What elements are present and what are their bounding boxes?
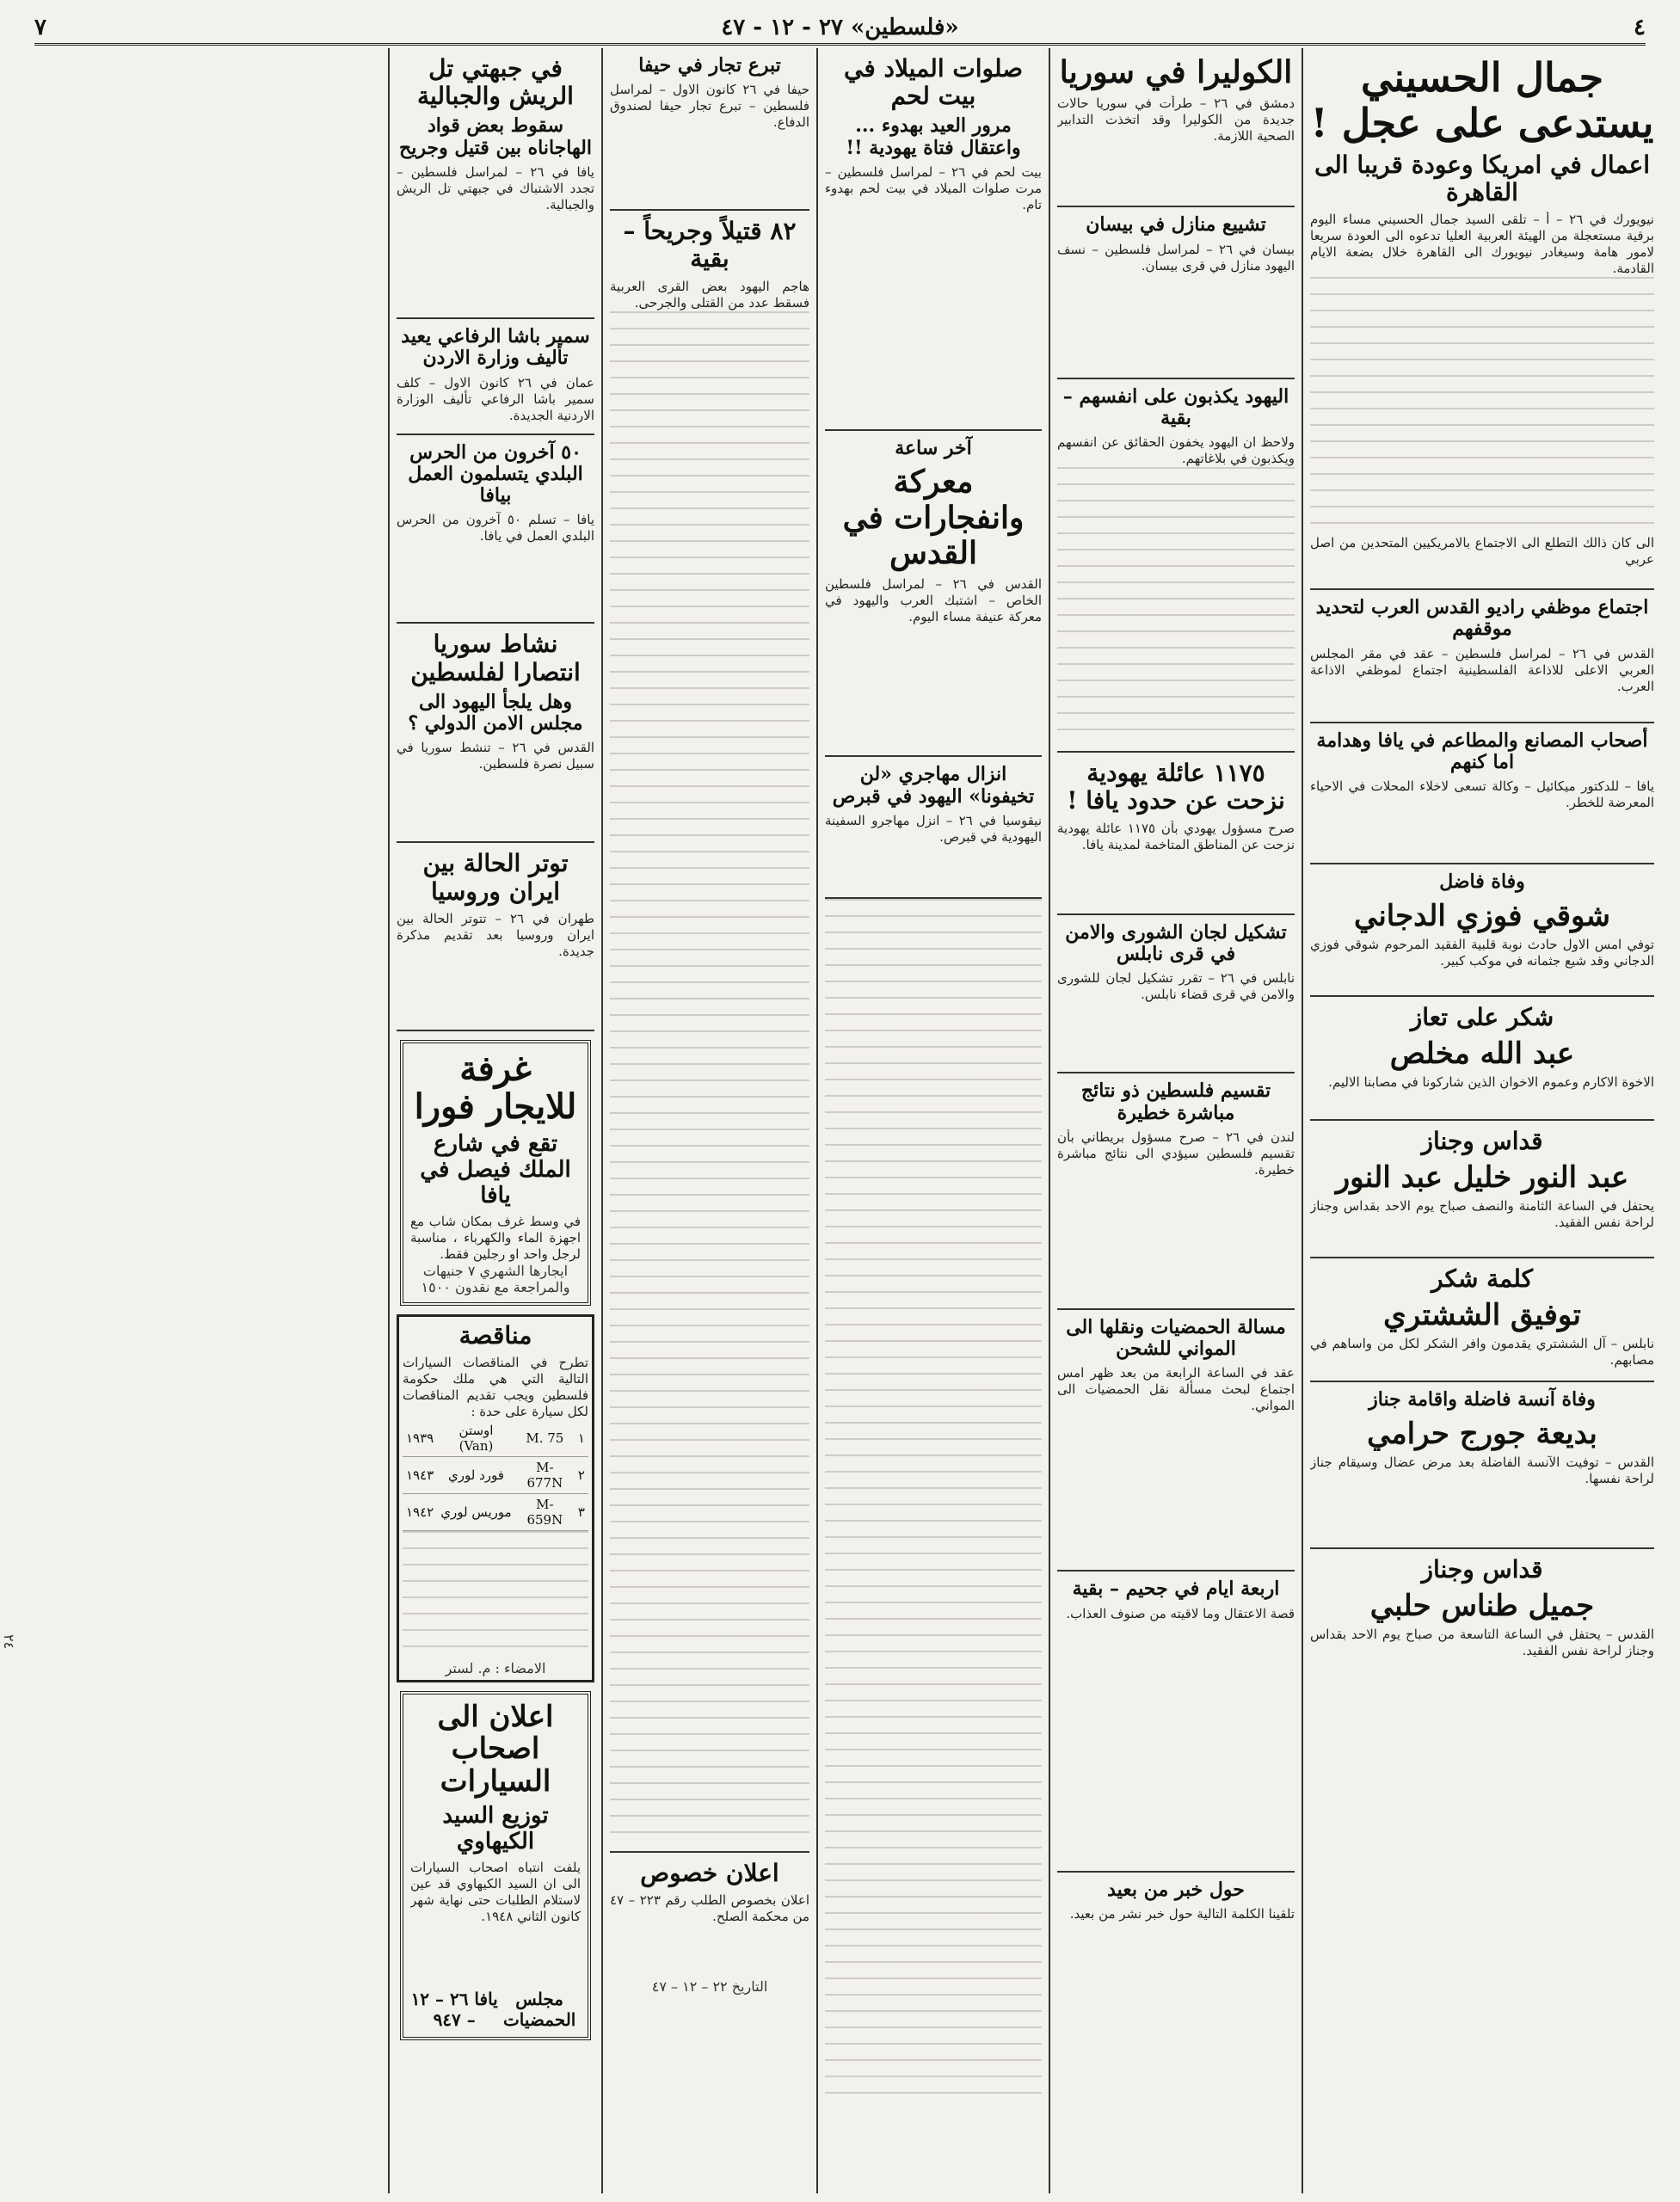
tender-cell: فورد لوري bbox=[437, 1456, 515, 1493]
headline: ٥٠ آخرون من الحرس البلدي يتسلمون العمل بيافا bbox=[408, 440, 583, 507]
notice-name: شوقي فوزي الدجاني bbox=[1354, 898, 1610, 933]
ad-subtitle: تقع في شارع الملك فيصل في يافا bbox=[420, 1130, 571, 1209]
headline: ١١٧٥ عائلة يهودية نزحت عن حدود يافا ! bbox=[1067, 759, 1285, 815]
column-1 bbox=[1302, 48, 1661, 2193]
article-four-days[interactable] bbox=[1057, 1572, 1295, 1872]
tender-title: مناقصة bbox=[458, 1320, 532, 1350]
headline: حول خبر من بعيد bbox=[1107, 1878, 1245, 1901]
article-body bbox=[610, 279, 809, 1844]
article-christmas[interactable] bbox=[825, 48, 1042, 431]
article-body: لندن في ٢٦ – صرح مسؤول بريطاني بأن تقسيم فلسطين سيؤدي الى نتائج مباشرة خطيرة. bbox=[1057, 1129, 1295, 1178]
body-text: ولاحظ ان اليهود يخفون الحقائق عن انفسهم ويكذبون في بلاغاتهم. bbox=[1057, 434, 1295, 467]
column-continuation bbox=[825, 899, 1042, 2103]
headline: سمير باشا الرفاعي يعيد تأليف وزارة الاردن bbox=[401, 324, 590, 370]
notice-title: قداس وجناز bbox=[1421, 1126, 1543, 1155]
ad-rent: ايجارها الشهري ٧ جنيهات والمراجعة مع نقدون ١٥٠٠ bbox=[421, 1262, 570, 1295]
article-rifai[interactable] bbox=[397, 319, 594, 435]
tender-extra-lines bbox=[403, 1531, 588, 1660]
article-body: يافا – للدكتور ميكائيل – وكالة تسعى لاخلاء المحلات في الاحياء المعرضة للخطر. bbox=[1310, 778, 1654, 811]
body-text: نيويورك في ٢٦ – أ – تلقى السيد جمال الحسيني مساء اليوم برقية مستعجلة من الهيئة العربية العليا تدعوه الى العودة سريعا لامور هامة وسيغادر نيويورك الى القاهرة خلال بضعة الايام القادمة. bbox=[1310, 212, 1654, 277]
latest-label: آخر ساعة bbox=[895, 436, 972, 459]
article-jerusalem-battle[interactable] bbox=[825, 431, 1042, 757]
article-body: يافا – تسلم ٥٠ آخرون من الحرس البلدي العمل في يافا. bbox=[397, 512, 594, 544]
article-body: دمشق في ٢٦ – طرأت في سوريا حالات جديدة من الكوليرا وقد اتخذت التدابير الصحية اللازمة. bbox=[1057, 95, 1295, 145]
notice-title: وفاة آنسة فاضلة واقامة جناز bbox=[1369, 1388, 1596, 1412]
notice-title: قداس وجناز bbox=[1421, 1554, 1543, 1584]
article-far-news[interactable] bbox=[1057, 1873, 1295, 2033]
masthead bbox=[34, 12, 1646, 46]
headline: الكوليرا في سوريا bbox=[1059, 54, 1293, 90]
ad-special[interactable] bbox=[610, 1853, 809, 2002]
article-killed-wounded[interactable] bbox=[610, 211, 809, 1852]
ad-car-owners[interactable] bbox=[400, 1691, 591, 2040]
notice-body: نابلس – آل الششتري يقدمون وافر الشكر لكل من واساهم في مصابهم. bbox=[1310, 1336, 1654, 1369]
article-cholera[interactable] bbox=[1057, 48, 1295, 207]
article-body: بيت لحم في ٢٦ – لمراسل فلسطين – مرت صلوات الميلاد في بيت لحم بهدوء تام. bbox=[825, 163, 1042, 212]
subheadline: اعمال في امريكا وعودة قريبا الى القاهرة bbox=[1314, 150, 1651, 206]
notice-body: يحتفل في الساعة الثامنة والنصف صباح يوم الاحد بقداس وجناز لراحة نفس الفقيد. bbox=[1310, 1198, 1654, 1231]
article-jews-lying[interactable] bbox=[1057, 379, 1295, 753]
headline: ٨٢ قتيلاً وجريحاً – بقية bbox=[623, 217, 797, 274]
subheadline: وهل يلجأ اليهود الى مجلس الامن الدولي ؟ bbox=[408, 690, 583, 735]
article-body: القدس في ٢٦ – لمراسل فلسطين – عقد في مقر المجلس العربي الاعلى للاذاعة الفلسطينية اجتماع لموظفي الاذاعة العرب. bbox=[1310, 645, 1654, 694]
article-haifa-donation[interactable] bbox=[610, 48, 809, 211]
tender-cell: M-659N bbox=[515, 1493, 575, 1530]
ad-sign: مجلس الحمضيات bbox=[502, 1989, 576, 2031]
ad-title: غرفة للايجار فورا bbox=[414, 1048, 577, 1127]
date-line: «فلسطين» ٢٧ - ١٢ - ٤٧ bbox=[721, 15, 959, 40]
tender-sign: الامضاء : م. لستر bbox=[445, 1659, 546, 1676]
article-beisan[interactable] bbox=[1057, 207, 1295, 378]
tender-cell: ١٩٤٣ bbox=[403, 1456, 437, 1493]
tender-cell: موريس لوري bbox=[437, 1493, 515, 1530]
text-lines bbox=[1057, 467, 1295, 742]
ad-date: يافا ٢٦ – ١٢ – ٩٤٧ bbox=[410, 1989, 498, 2031]
notice-name: جميل طناس حلبي bbox=[1369, 1588, 1595, 1623]
column-3 bbox=[816, 48, 1049, 2193]
text-lines bbox=[610, 311, 809, 1842]
notice-body: القدس – توفيت الآنسة الفاضلة بعد مرض عضال وسيقام جناز لراحة نفسها. bbox=[1310, 1454, 1654, 1486]
notice-mass-2[interactable] bbox=[1310, 1549, 1654, 1694]
article-body: يافا في ٢٦ – لمراسل فلسطين – تجدد الاشتباك في جبهتي تل الريش والجبالية. bbox=[397, 163, 594, 212]
notice-name: توفيق الششتري bbox=[1383, 1298, 1581, 1333]
text-lines bbox=[1310, 277, 1654, 535]
article-body bbox=[1310, 212, 1654, 581]
page-number-left: ٧ bbox=[34, 15, 46, 40]
tender-row bbox=[403, 1456, 588, 1493]
headline: أصحاب المصانع والمطاعم في يافا وهدامة اما كنهم bbox=[1316, 729, 1648, 774]
headline: تشكيل لجان الشورى والامن في قرى نابلس bbox=[1065, 920, 1287, 965]
headline: تقسيم فلسطين ذو نتائج مباشرة خطيرة bbox=[1080, 1079, 1271, 1124]
article-syria[interactable] bbox=[397, 624, 594, 843]
closing-text: الى كان ذالك التطلع الى الاجتماع بالامريكيين المتحدين من اصل عربي bbox=[1310, 535, 1654, 568]
notice-death-2[interactable] bbox=[1310, 1382, 1654, 1548]
ad-subtitle: توزيع السيد الكيهاوي bbox=[442, 1803, 549, 1855]
ad-title: اعلان خصوص bbox=[640, 1858, 779, 1887]
tender-cell: M. 75 bbox=[515, 1420, 575, 1457]
article-body: القدس في ٢٦ – لمراسل فلسطين الخاص – اشتبك العرب واليهود في معركة عنيفة مساء اليوم. bbox=[825, 576, 1042, 625]
tender-table bbox=[403, 1420, 588, 1531]
notice-name: عبد الله مخلص bbox=[1389, 1036, 1575, 1071]
article-radio-employees[interactable] bbox=[1310, 590, 1654, 723]
notice-mass-1[interactable] bbox=[1310, 1121, 1654, 1258]
article-nablus[interactable] bbox=[1057, 915, 1295, 1074]
notice-thanks-2[interactable] bbox=[1310, 1258, 1654, 1382]
article-body: القدس في ٢٦ – تنشط سوريا في سبيل نصرة فلسطين. bbox=[397, 740, 594, 772]
notice-name: بديعة جورج حرامي bbox=[1367, 1416, 1597, 1451]
tender-row bbox=[403, 1420, 588, 1457]
column-4 bbox=[601, 48, 816, 2193]
subheadline: مرور العيد بهدوء ... واعتقال فتاة يهودية !! bbox=[846, 114, 1021, 159]
headline: تشييع منازل في بيسان bbox=[1086, 213, 1266, 237]
article-body: نيقوسيا في ٢٦ – انزل مهاجرو السفينة اليهودية في قبرص. bbox=[825, 813, 1042, 846]
tender-cell: M-677N bbox=[515, 1456, 575, 1493]
article-body: صرح مسؤول يهودي بأن ١١٧٥ عائلة يهودية نزحت عن المناطق المتاخمة لمدينة يافا. bbox=[1057, 820, 1295, 852]
article-body: عقد في الساعة الرابعة من بعد ظهر امس اجتماع لبحث مسألة نقل الحمضيات الى المواني. bbox=[1057, 1365, 1295, 1414]
ad-body: اعلان بخصوص الطلب رقم ٢٢٣ – ٤٧ من محكمة الصلح. bbox=[610, 1891, 809, 1924]
headline: مسالة الحمضيات ونقلها الى المواني للشحن bbox=[1066, 1315, 1286, 1361]
tender-body: تطرح في المناقصات السيارات التالية التي هي ملك حكومة فلسطين ويجب تقديم المناقصات لكل سيارة على حدة : bbox=[403, 1354, 588, 1419]
column-5 bbox=[388, 48, 601, 2193]
notice-title: شكر على تعاز bbox=[1410, 1002, 1554, 1031]
notice-body: الاخوة الاكارم وعموم الاخوان الذين شاركونا في مصابنا الاليم. bbox=[1328, 1073, 1654, 1090]
body-text: هاجم اليهود بعض القرى العربية فسقط عدد من القتلى والجرحى. bbox=[610, 278, 809, 311]
headline: صلوات الميلاد في بيت لحم bbox=[844, 54, 1023, 111]
article-body bbox=[1057, 434, 1295, 744]
headline: تبرع تجار في حيفا bbox=[638, 54, 781, 77]
tender-cell: ١٩٣٩ bbox=[403, 1420, 437, 1457]
article-citrus[interactable] bbox=[1057, 1310, 1295, 1572]
tender-cell: ١ bbox=[575, 1420, 588, 1457]
tender-cell: اوستن (Van) bbox=[437, 1420, 515, 1457]
notice-name: عبد النور خليل عبد النور bbox=[1335, 1160, 1629, 1196]
article-body: بيسان في ٢٦ – لمراسل فلسطين – نسف اليهود منازل في قرى بيسان. bbox=[1057, 241, 1295, 274]
tender-row bbox=[403, 1493, 588, 1530]
text-lines bbox=[825, 899, 1042, 2103]
ad-body: في وسط غرف بمكان شاب مع اجهزة الماء والكهرباء ، مناسبة لرجل واحد او رجلين فقط. bbox=[410, 1213, 581, 1262]
headline: جمال الحسيني يستدعى على عجل ! bbox=[1310, 54, 1654, 146]
tender-cell: ٣ bbox=[575, 1493, 588, 1530]
article-cyprus[interactable] bbox=[825, 757, 1042, 899]
page-number: ٤ bbox=[1634, 15, 1646, 40]
article-families[interactable] bbox=[1057, 753, 1295, 914]
article-body: طهران في ٢٦ – تتوتر الحالة بين ايران وروسيا بعد تقديم مذكرة جديدة. bbox=[397, 910, 594, 959]
article-iran-russia[interactable] bbox=[397, 843, 594, 1030]
ad-room-for-rent[interactable] bbox=[400, 1040, 591, 1306]
headline: اليهود يكذبون على انفسهم – بقية bbox=[1062, 384, 1289, 429]
tender-cell: ٢ bbox=[575, 1456, 588, 1493]
article-body: نابلس في ٢٦ – تقرر تشكيل لجان للشورى والامن في قرى قضاء نابلس. bbox=[1057, 970, 1295, 1003]
headline: انزال مهاجري «لن تخيفونا» اليهود في قبرص bbox=[832, 763, 1035, 808]
notice-body: توفي امس الاول حادث نوبة قلبية الفقيد المرحوم شوقي فوزي الدجاني وقد شيع جثمانه في موكب كبير. bbox=[1310, 936, 1654, 969]
headline: معركة وانفجارات في القدس bbox=[842, 464, 1025, 572]
ad-footer bbox=[410, 1989, 581, 2030]
article-partition[interactable] bbox=[1057, 1073, 1295, 1310]
column-2 bbox=[1049, 48, 1302, 2193]
tender-notice[interactable] bbox=[397, 1314, 594, 1682]
article-tel-rish[interactable] bbox=[397, 48, 594, 319]
subheadline: سقوط بعض قواد الهاجاناه بين قتيل وجريح bbox=[399, 114, 592, 159]
margin-handwriting: ٢٤ bbox=[1, 1634, 17, 1650]
article-body: عمان في ٢٦ كانون الاول – كلف سمير باشا الرفاعي تأليف الوزارة الاردنية الجديدة. bbox=[397, 374, 594, 423]
ad-date: التاريخ ٢٢ – ١٢ – ٤٧ bbox=[651, 1977, 768, 1995]
notice-title: وفاة فاضل bbox=[1439, 870, 1525, 894]
notice-body: القدس – يحتفل في الساعة التاسعة من صباح يوم الاحد بقداس وجناز لراحة نفس الفقيد. bbox=[1310, 1626, 1654, 1658]
article-factories[interactable] bbox=[1310, 723, 1654, 865]
article-jamal-husseini[interactable] bbox=[1310, 48, 1654, 590]
notice-obituary[interactable] bbox=[1310, 864, 1654, 996]
tender-cell: ١٩٤٢ bbox=[403, 1493, 437, 1530]
headline: في جبهتي تل الريش والجبالية bbox=[417, 54, 574, 111]
article-municipal-guard[interactable] bbox=[397, 435, 594, 624]
ad-title: اعلان الى اصحاب السيارات bbox=[437, 1699, 554, 1799]
article-body: تلقينا الكلمة التالية حول خبر نشر من بعيد. bbox=[1069, 1906, 1295, 1922]
notice-title: كلمة شكر bbox=[1431, 1264, 1533, 1294]
article-body: قصة الاعتقال وما لاقيته من صنوف العذاب. bbox=[1066, 1605, 1295, 1621]
headline: اربعة ايام في جحيم – بقية bbox=[1072, 1578, 1280, 1601]
article-body: حيفا في ٢٦ كانون الاول – لمراسل فلسطين – تبرع تجار حيفا لصندوق الدفاع. bbox=[610, 82, 809, 131]
headline: اجتماع موظفي راديو القدس العرب لتحديد موقفهم bbox=[1315, 596, 1649, 641]
headline: توتر الحالة بين ايران وروسيا bbox=[422, 849, 569, 906]
headline: نشاط سوريا انتصارا لفلسطين bbox=[410, 630, 581, 686]
notice-thanks[interactable] bbox=[1310, 997, 1654, 1121]
text-lines bbox=[403, 1531, 588, 1660]
ad-body: يلفت انتباه اصحاب السيارات الى ان السيد الكيهاوي قد عين لاستلام الطلبات حتى نهاية شهر كانون الثاني ١٩٤٨. bbox=[410, 1860, 581, 1925]
